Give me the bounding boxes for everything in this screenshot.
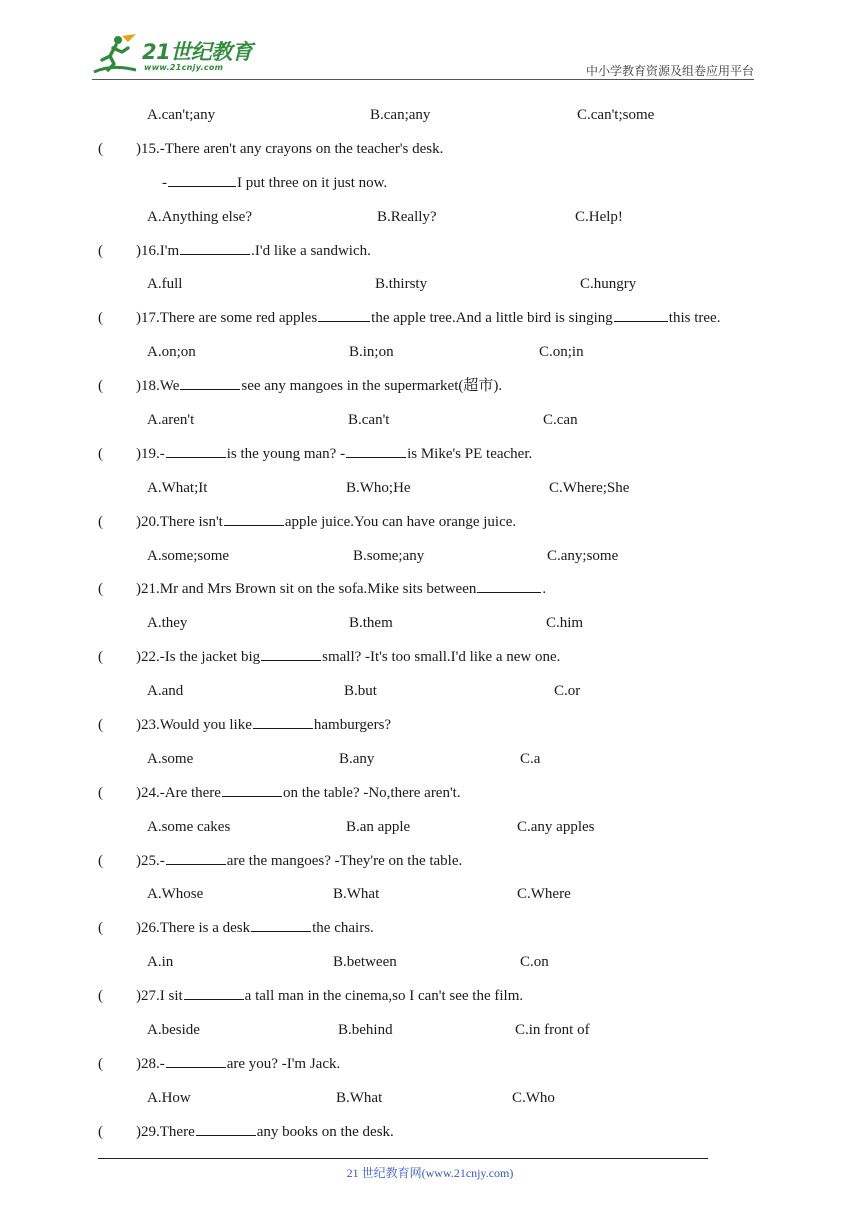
question-fragment: - bbox=[162, 174, 167, 191]
answer-option[interactable]: C.Where bbox=[517, 886, 571, 903]
question-row bbox=[0, 846, 860, 880]
closing-bracket: ) bbox=[136, 852, 141, 869]
fill-in-blank[interactable] bbox=[166, 442, 226, 458]
question-fragment: are you? -I'm Jack. bbox=[226, 1055, 341, 1072]
answer-option[interactable]: B.What bbox=[333, 886, 380, 903]
question-fragment: 17.There are some red apples bbox=[141, 310, 318, 327]
answer-option[interactable]: C.a bbox=[520, 750, 541, 767]
question-text bbox=[136, 778, 461, 808]
answer-option[interactable]: A.aren't bbox=[147, 412, 195, 429]
question-fragment: small? -It's too small.I'd like a new one. bbox=[322, 649, 561, 666]
closing-bracket: ) bbox=[136, 513, 141, 530]
question-row bbox=[0, 1049, 860, 1083]
question-text bbox=[136, 303, 720, 333]
question-fragment: 22.-Is the jacket big bbox=[141, 649, 261, 666]
question-fragment: are the mangoes? -They're on the table. bbox=[226, 852, 463, 869]
question-text bbox=[162, 168, 387, 198]
question-fragment: .I'd like a sandwich. bbox=[251, 242, 371, 259]
answer-options bbox=[0, 337, 860, 371]
answer-options bbox=[0, 676, 860, 710]
answer-option[interactable]: C.Help! bbox=[575, 208, 623, 225]
fill-in-blank[interactable] bbox=[166, 1052, 226, 1068]
question-fragment: 26.There is a desk bbox=[141, 920, 251, 937]
answer-bracket[interactable]: ( bbox=[98, 717, 103, 734]
question-text bbox=[136, 507, 516, 537]
question-row bbox=[0, 507, 860, 541]
answer-option[interactable]: B.Really? bbox=[377, 208, 437, 225]
answer-bracket[interactable]: ( bbox=[98, 1055, 103, 1072]
question-row bbox=[0, 778, 860, 812]
answer-option[interactable]: A.full bbox=[147, 276, 183, 293]
answer-option[interactable]: B.Who;He bbox=[346, 479, 411, 496]
closing-bracket: ) bbox=[136, 242, 141, 259]
answer-options bbox=[0, 202, 860, 236]
fill-in-blank[interactable] bbox=[196, 1120, 256, 1136]
answer-option[interactable]: A.How bbox=[147, 1089, 191, 1106]
answer-options bbox=[0, 812, 860, 846]
question-row bbox=[0, 236, 860, 270]
question-text bbox=[136, 1117, 394, 1147]
question-fragment: this tree. bbox=[668, 310, 721, 327]
fill-in-blank[interactable] bbox=[222, 781, 282, 797]
answer-bracket[interactable]: ( bbox=[98, 649, 103, 666]
fill-in-blank[interactable] bbox=[166, 849, 226, 865]
question-fragment: 27.I sit bbox=[141, 988, 183, 1005]
answer-options bbox=[0, 947, 860, 981]
answer-option[interactable]: A.in bbox=[147, 954, 174, 971]
answer-option[interactable]: C.him bbox=[546, 615, 584, 632]
question-text bbox=[136, 981, 523, 1011]
fill-in-blank[interactable] bbox=[224, 510, 284, 526]
answer-option[interactable]: A.beside bbox=[147, 1022, 200, 1039]
answer-bracket[interactable]: ( bbox=[98, 310, 103, 327]
answer-option[interactable]: C.Who bbox=[512, 1089, 555, 1106]
fill-in-blank[interactable] bbox=[318, 306, 370, 322]
answer-options bbox=[0, 541, 860, 575]
answer-option[interactable]: A.they bbox=[147, 615, 188, 632]
closing-bracket: ) bbox=[136, 581, 141, 598]
answer-option[interactable]: A.some;some bbox=[147, 547, 230, 564]
question-row bbox=[0, 981, 860, 1015]
answer-option[interactable]: C.can't;some bbox=[577, 107, 655, 123]
closing-bracket: ) bbox=[136, 920, 141, 937]
question-fragment: any books on the desk. bbox=[256, 1123, 394, 1140]
runner-logo-icon bbox=[92, 34, 144, 76]
answer-option[interactable]: B.can't bbox=[348, 412, 390, 429]
answer-option[interactable]: A.What;It bbox=[147, 479, 208, 496]
footer-source[interactable]: 21 世纪教育网(www.21cnjy.com) bbox=[346, 1166, 514, 1180]
question-fragment: 28.- bbox=[141, 1055, 165, 1072]
question-row bbox=[0, 913, 860, 947]
closing-bracket: ) bbox=[136, 1055, 141, 1072]
answer-option[interactable]: B.some;any bbox=[353, 547, 425, 564]
footer-divider bbox=[98, 1158, 708, 1159]
question-fragment: 25.- bbox=[141, 852, 165, 869]
closing-bracket: ) bbox=[136, 378, 141, 395]
answer-option[interactable]: B.What bbox=[336, 1089, 383, 1106]
closing-bracket: ) bbox=[136, 988, 141, 1005]
answer-options bbox=[0, 100, 860, 134]
answer-option[interactable]: A.can't;any bbox=[147, 107, 216, 123]
platform-tagline: 中小学教育资源及组卷应用平台 bbox=[585, 64, 754, 78]
answer-option[interactable]: C.on;in bbox=[539, 344, 584, 361]
fill-in-blank[interactable] bbox=[168, 171, 236, 187]
answer-option[interactable]: B.them bbox=[349, 615, 393, 632]
closing-bracket: ) bbox=[136, 445, 141, 462]
logo-url: www.21cnjy.com bbox=[144, 63, 224, 72]
question-text bbox=[136, 439, 532, 469]
answer-bracket[interactable]: ( bbox=[98, 852, 103, 869]
question-text bbox=[136, 1049, 340, 1079]
question-row bbox=[0, 303, 860, 337]
question-fragment: 24.-Are there bbox=[141, 784, 221, 801]
answer-option[interactable]: B.between bbox=[333, 954, 397, 971]
question-text bbox=[136, 846, 462, 876]
answer-options bbox=[0, 744, 860, 778]
answer-option[interactable]: C.hungry bbox=[580, 276, 637, 293]
question-fragment: apple juice.You can have orange juice. bbox=[284, 513, 517, 530]
question-row bbox=[0, 574, 860, 608]
logo-text: 21世纪教育 bbox=[142, 40, 253, 64]
question-row bbox=[0, 1117, 860, 1151]
answer-option[interactable]: C.or bbox=[554, 683, 581, 700]
answer-options bbox=[0, 269, 860, 303]
question-text bbox=[136, 371, 502, 401]
question-fragment: 18.We bbox=[141, 378, 180, 395]
closing-bracket: ) bbox=[136, 310, 141, 327]
question-text bbox=[136, 134, 443, 164]
question-row bbox=[0, 439, 860, 473]
question-fragment: on the table? -No,there aren't. bbox=[282, 784, 461, 801]
answer-options bbox=[0, 1083, 860, 1117]
answer-bracket[interactable]: ( bbox=[98, 378, 103, 395]
question-fragment: the chairs. bbox=[312, 920, 374, 937]
fill-in-blank[interactable] bbox=[346, 442, 406, 458]
question-text bbox=[136, 710, 391, 740]
closing-bracket: ) bbox=[136, 717, 141, 734]
fill-in-blank[interactable] bbox=[251, 916, 311, 932]
answer-options bbox=[0, 608, 860, 642]
question-text bbox=[136, 913, 374, 943]
question-fragment: is Mike's PE teacher. bbox=[407, 445, 533, 462]
answer-options bbox=[0, 473, 860, 507]
answer-option[interactable]: C.any apples bbox=[517, 818, 595, 835]
answer-option[interactable]: B.can;any bbox=[370, 107, 431, 123]
answer-option[interactable]: B.but bbox=[344, 683, 377, 700]
question-fragment: 15.-There aren't any crayons on the teacher's desk. bbox=[141, 140, 444, 157]
question-fragment: 20.There isn't bbox=[141, 513, 223, 530]
answer-option[interactable]: C.can bbox=[543, 412, 578, 429]
question-fragment: see any mangoes in the supermarket(超市). bbox=[241, 378, 503, 395]
question-row bbox=[0, 642, 860, 676]
question-fragment: 29.There bbox=[141, 1123, 195, 1140]
answer-bracket[interactable]: ( bbox=[98, 784, 103, 801]
question-fragment: a tall man in the cinema,so I can't see the film. bbox=[244, 988, 524, 1005]
answer-bracket[interactable]: ( bbox=[98, 513, 103, 530]
answer-option[interactable]: C.on bbox=[520, 954, 549, 971]
answer-option[interactable]: A.some bbox=[147, 750, 194, 767]
closing-bracket: ) bbox=[136, 140, 141, 157]
question-fragment: the apple tree.And a little bird is singing bbox=[371, 310, 613, 327]
answer-bracket[interactable]: ( bbox=[98, 242, 103, 259]
answer-bracket[interactable]: ( bbox=[98, 445, 103, 462]
answer-option[interactable]: B.thirsty bbox=[375, 276, 428, 293]
question-fragment: 23.Would you like bbox=[141, 717, 252, 734]
answer-option[interactable]: C.any;some bbox=[547, 547, 619, 564]
answer-options bbox=[0, 1015, 860, 1049]
question-response-line bbox=[0, 168, 860, 202]
answer-option[interactable]: B.an apple bbox=[346, 818, 411, 835]
answer-option[interactable]: B.behind bbox=[338, 1022, 393, 1039]
question-row bbox=[0, 371, 860, 405]
question-text bbox=[136, 236, 371, 266]
answer-option[interactable]: A.Anything else? bbox=[147, 208, 252, 225]
answer-option[interactable]: A.Whose bbox=[147, 886, 204, 903]
fill-in-blank[interactable] bbox=[180, 374, 240, 390]
answer-bracket[interactable]: ( bbox=[98, 920, 103, 937]
question-row bbox=[0, 710, 860, 744]
question-row bbox=[0, 134, 860, 168]
site-logo[interactable] bbox=[92, 34, 262, 78]
answer-bracket[interactable]: ( bbox=[98, 988, 103, 1005]
answer-bracket[interactable]: ( bbox=[98, 581, 103, 598]
fill-in-blank[interactable] bbox=[614, 306, 668, 322]
question-fragment: . bbox=[542, 581, 547, 598]
answer-option[interactable]: A.and bbox=[147, 683, 184, 700]
question-fragment: 21.Mr and Mrs Brown sit on the sofa.Mike sits between bbox=[141, 581, 477, 598]
fill-in-blank[interactable] bbox=[180, 239, 250, 255]
question-text bbox=[136, 574, 546, 604]
page-header bbox=[0, 0, 860, 80]
closing-bracket: ) bbox=[136, 784, 141, 801]
answer-option[interactable]: A.on;on bbox=[147, 344, 196, 361]
answer-options bbox=[0, 405, 860, 439]
answer-option[interactable]: B.any bbox=[339, 750, 375, 767]
question-fragment: hamburgers? bbox=[313, 717, 392, 734]
answer-bracket[interactable]: ( bbox=[98, 1123, 103, 1140]
question-list bbox=[0, 100, 860, 1151]
question-fragment: I put three on it just now. bbox=[237, 174, 388, 191]
fill-in-blank[interactable] bbox=[477, 577, 541, 593]
question-text bbox=[136, 642, 560, 672]
question-fragment: 19.- bbox=[141, 445, 165, 462]
answer-options bbox=[0, 879, 860, 913]
answer-option[interactable]: B.in;on bbox=[349, 344, 394, 361]
answer-option[interactable]: C.Where;She bbox=[549, 479, 630, 496]
fill-in-blank[interactable] bbox=[261, 645, 321, 661]
answer-option[interactable]: C.in front of bbox=[515, 1022, 590, 1039]
closing-bracket: ) bbox=[136, 649, 141, 666]
question-fragment: 16.I'm bbox=[141, 242, 180, 259]
closing-bracket: ) bbox=[136, 1123, 141, 1140]
question-fragment: is the young man? - bbox=[226, 445, 346, 462]
fill-in-blank[interactable] bbox=[184, 984, 244, 1000]
header-divider bbox=[92, 79, 754, 80]
answer-bracket[interactable]: ( bbox=[98, 140, 103, 157]
answer-option[interactable]: A.some cakes bbox=[147, 818, 231, 835]
fill-in-blank[interactable] bbox=[253, 713, 313, 729]
